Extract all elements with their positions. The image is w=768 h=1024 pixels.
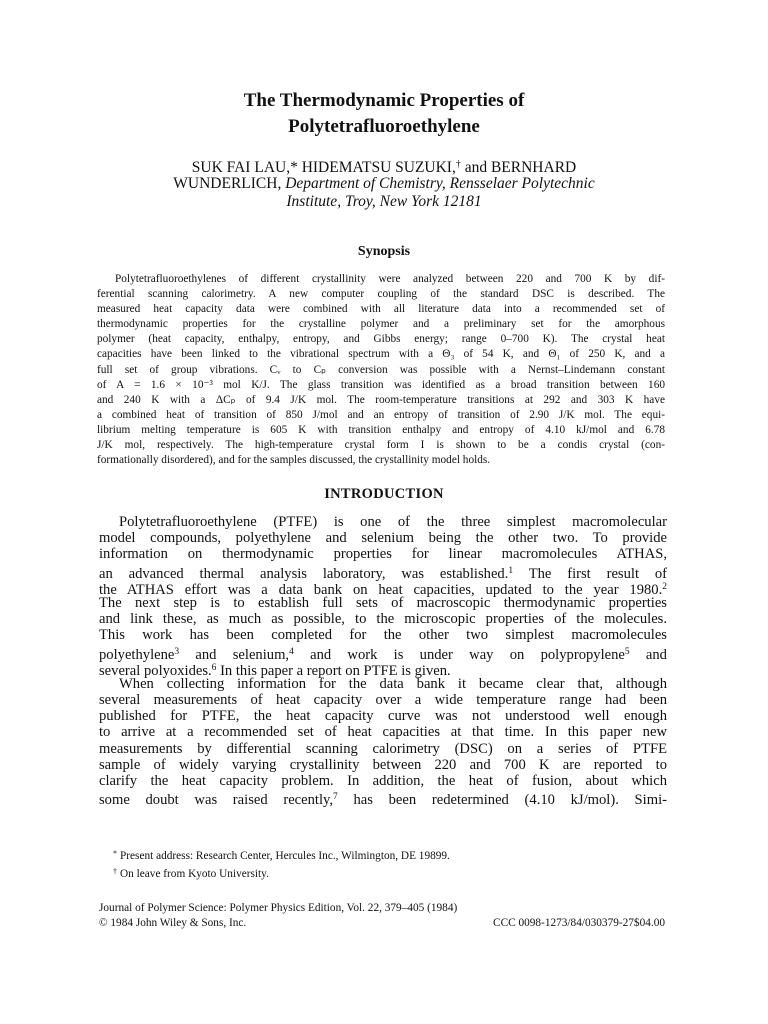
synopsis-heading: Synopsis xyxy=(357,244,411,259)
synopsis-line: of A = 1.6 × 10⁻³ mol K/J. The glass transition was identified as a broad transition between 160 xyxy=(97,378,665,391)
affiliation-part-1: Department of Chemistry, Rensselaer Polytechnic xyxy=(281,175,595,192)
body-line: clarify the heat capacity problem. In addition, the heat of fusion, about which xyxy=(99,773,667,789)
synopsis-line: formationally disordered), and for the samples discussed, the crystallinity model holds. xyxy=(97,454,491,467)
author-names-tail: and BERNHARD xyxy=(460,159,577,176)
synopsis-line: J/K mol, respectively. The high-temperature crystal form I is shown to be a condis crystal (con- xyxy=(97,439,665,452)
journal-citation xyxy=(99,901,665,931)
body-line: information on thermodynamic properties for linear macromolecules ATHAS, xyxy=(99,546,667,563)
paper-title-line-1: The Thermodynamic Properties of xyxy=(243,90,525,111)
synopsis-line: a combined heat of transition of 850 J/mol and an entropy of transition of 2.90 J/K mol. The equi- xyxy=(97,408,665,421)
body-line: When collecting information for the data bank it became clear that, although xyxy=(119,675,667,692)
ccc-code: CCC 0098-1273/84/030379-27$04.00 xyxy=(493,917,665,929)
body-text-run: polyethylene xyxy=(99,646,175,663)
synopsis-line: capacities have been linked to the vibrational spectrum with a Θ₃ of 54 K, and Θ₁ of 250 K, and a xyxy=(97,348,665,361)
reference-mark: 1 xyxy=(508,565,514,576)
body-text-run: and xyxy=(629,646,667,663)
body-text-run: the ATHAS effort was a data bank on heat capacities, updated to the year 1980. xyxy=(99,581,663,598)
footnote-text: On leave from Kyoto University. xyxy=(120,868,269,880)
reference-mark: 5 xyxy=(624,646,630,657)
footnote-mark: † xyxy=(113,867,117,876)
body-line: published for PTFE, the heat capacity curve was not understood well enough xyxy=(99,708,667,725)
body-text-run: has been redetermined (4.10 kJ/mol). Simi- xyxy=(337,792,667,809)
body-text-run: In this paper a report on PTFE is given. xyxy=(216,662,451,679)
body-line: Polytetrafluoroethylene (PTFE) is one of the three simplest macromolecular xyxy=(119,514,667,530)
synopsis-line: librium melting temperature is 605 K with transition enthalpy and entropy of 4.10 kJ/mol and 6.78 xyxy=(97,423,665,436)
footnote-mark: * xyxy=(113,849,117,858)
body-line: to arrive at a recommended set of heat capacities at that time. In this paper new xyxy=(99,724,667,741)
body-line: sample of widely varying crystallinity between 220 and 700 K are reported to xyxy=(99,756,667,773)
body-text-run: an advanced thermal analysis laboratory, was established. xyxy=(99,565,509,582)
synopsis-line: polymer (heat capacity, enthalpy, entropy, and Gibbs energy; range 0–700 K). The crystal heat xyxy=(97,333,665,346)
body-line: and link these, as much as possible, to the microscopic properties of the molecules. xyxy=(99,611,667,628)
dagger-mark: † xyxy=(455,159,461,170)
synopsis-line: full set of group vibrations. Cᵥ to Cₚ conversion was possible with a Nernst–Lindemann constant xyxy=(97,363,665,376)
synopsis-line: measured heat capacity data were combined with all literature data into a recommended set of xyxy=(97,303,665,316)
footnote-text: Present address: Research Center, Hercules Inc., Wilmington, DE 19899. xyxy=(120,850,450,862)
body-line: several measurements of heat capacity over a wide temperature range had been xyxy=(99,692,667,709)
body-line: measurements by differential scanning calorimetry (DSC) on a series of PTFE xyxy=(99,740,667,757)
footnotes xyxy=(113,846,450,882)
copyright: © 1984 John Wiley & Sons, Inc. xyxy=(99,917,247,929)
body-line: The next step is to establish full sets of macroscopic thermodynamic properties xyxy=(99,594,667,611)
paper-title-line-2: Polytetrafluoroethylene xyxy=(288,116,480,137)
body-text-run: and selenium, xyxy=(179,646,290,663)
introduction-text xyxy=(99,514,668,809)
body-line: This work has been completed for the other two simplest macromolecules xyxy=(99,627,667,644)
body-text-run: several polyoxides. xyxy=(99,662,212,679)
journal-name: Journal of Polymer Science: Polymer Physics Edition, Vol. 22, 379–405 (1984) xyxy=(99,902,458,914)
reference-mark: 3 xyxy=(174,646,180,657)
reference-mark: 7 xyxy=(333,792,338,803)
journal-line-2 xyxy=(99,916,665,931)
body-text-run: and work is under way on polypropylene xyxy=(293,646,625,663)
body-line xyxy=(99,579,667,598)
body-line xyxy=(99,644,667,663)
synopsis-line: ferential scanning calorimetry. A new computer coupling of the standard DSC is described. The xyxy=(97,288,665,301)
introduction-heading: INTRODUCTION xyxy=(324,486,444,502)
journal-line-1 xyxy=(99,901,665,916)
synopsis-text xyxy=(97,272,665,468)
reference-mark: 4 xyxy=(289,646,294,657)
footnote-leave xyxy=(113,864,450,882)
authors-line-3 xyxy=(0,192,768,211)
synopsis-line: and 240 K with a ΔCₚ of 9.4 J/K mol. The room-temperature transitions at 292 and 303 K have xyxy=(97,393,665,406)
synopsis-line: thermodynamic properties for the crystalline polymer and a preliminary set for the amorphous xyxy=(97,318,665,331)
author-names: SUK FAI LAU,* HIDEMATSU SUZUKI, xyxy=(191,159,456,176)
reference-mark: 6 xyxy=(211,662,217,673)
author-name-last: WUNDERLICH, xyxy=(173,175,282,192)
body-text-run: The first result of xyxy=(513,565,668,582)
reference-mark: 2 xyxy=(662,581,667,592)
authors-line-2 xyxy=(0,174,768,193)
body-line xyxy=(99,563,668,582)
body-line xyxy=(99,789,667,809)
body-line: model compounds, polyethylene and selenium being the other two. To provide xyxy=(99,530,667,547)
body-text-run: some doubt was raised recently, xyxy=(99,792,334,809)
affiliation-part-2: Institute, Troy, New York 12181 xyxy=(286,193,482,210)
footnote-present-address xyxy=(113,846,450,864)
synopsis-line: Polytetrafluoroethylenes of different crystallinity were analyzed between 220 and 700 K by dif- xyxy=(115,273,665,285)
